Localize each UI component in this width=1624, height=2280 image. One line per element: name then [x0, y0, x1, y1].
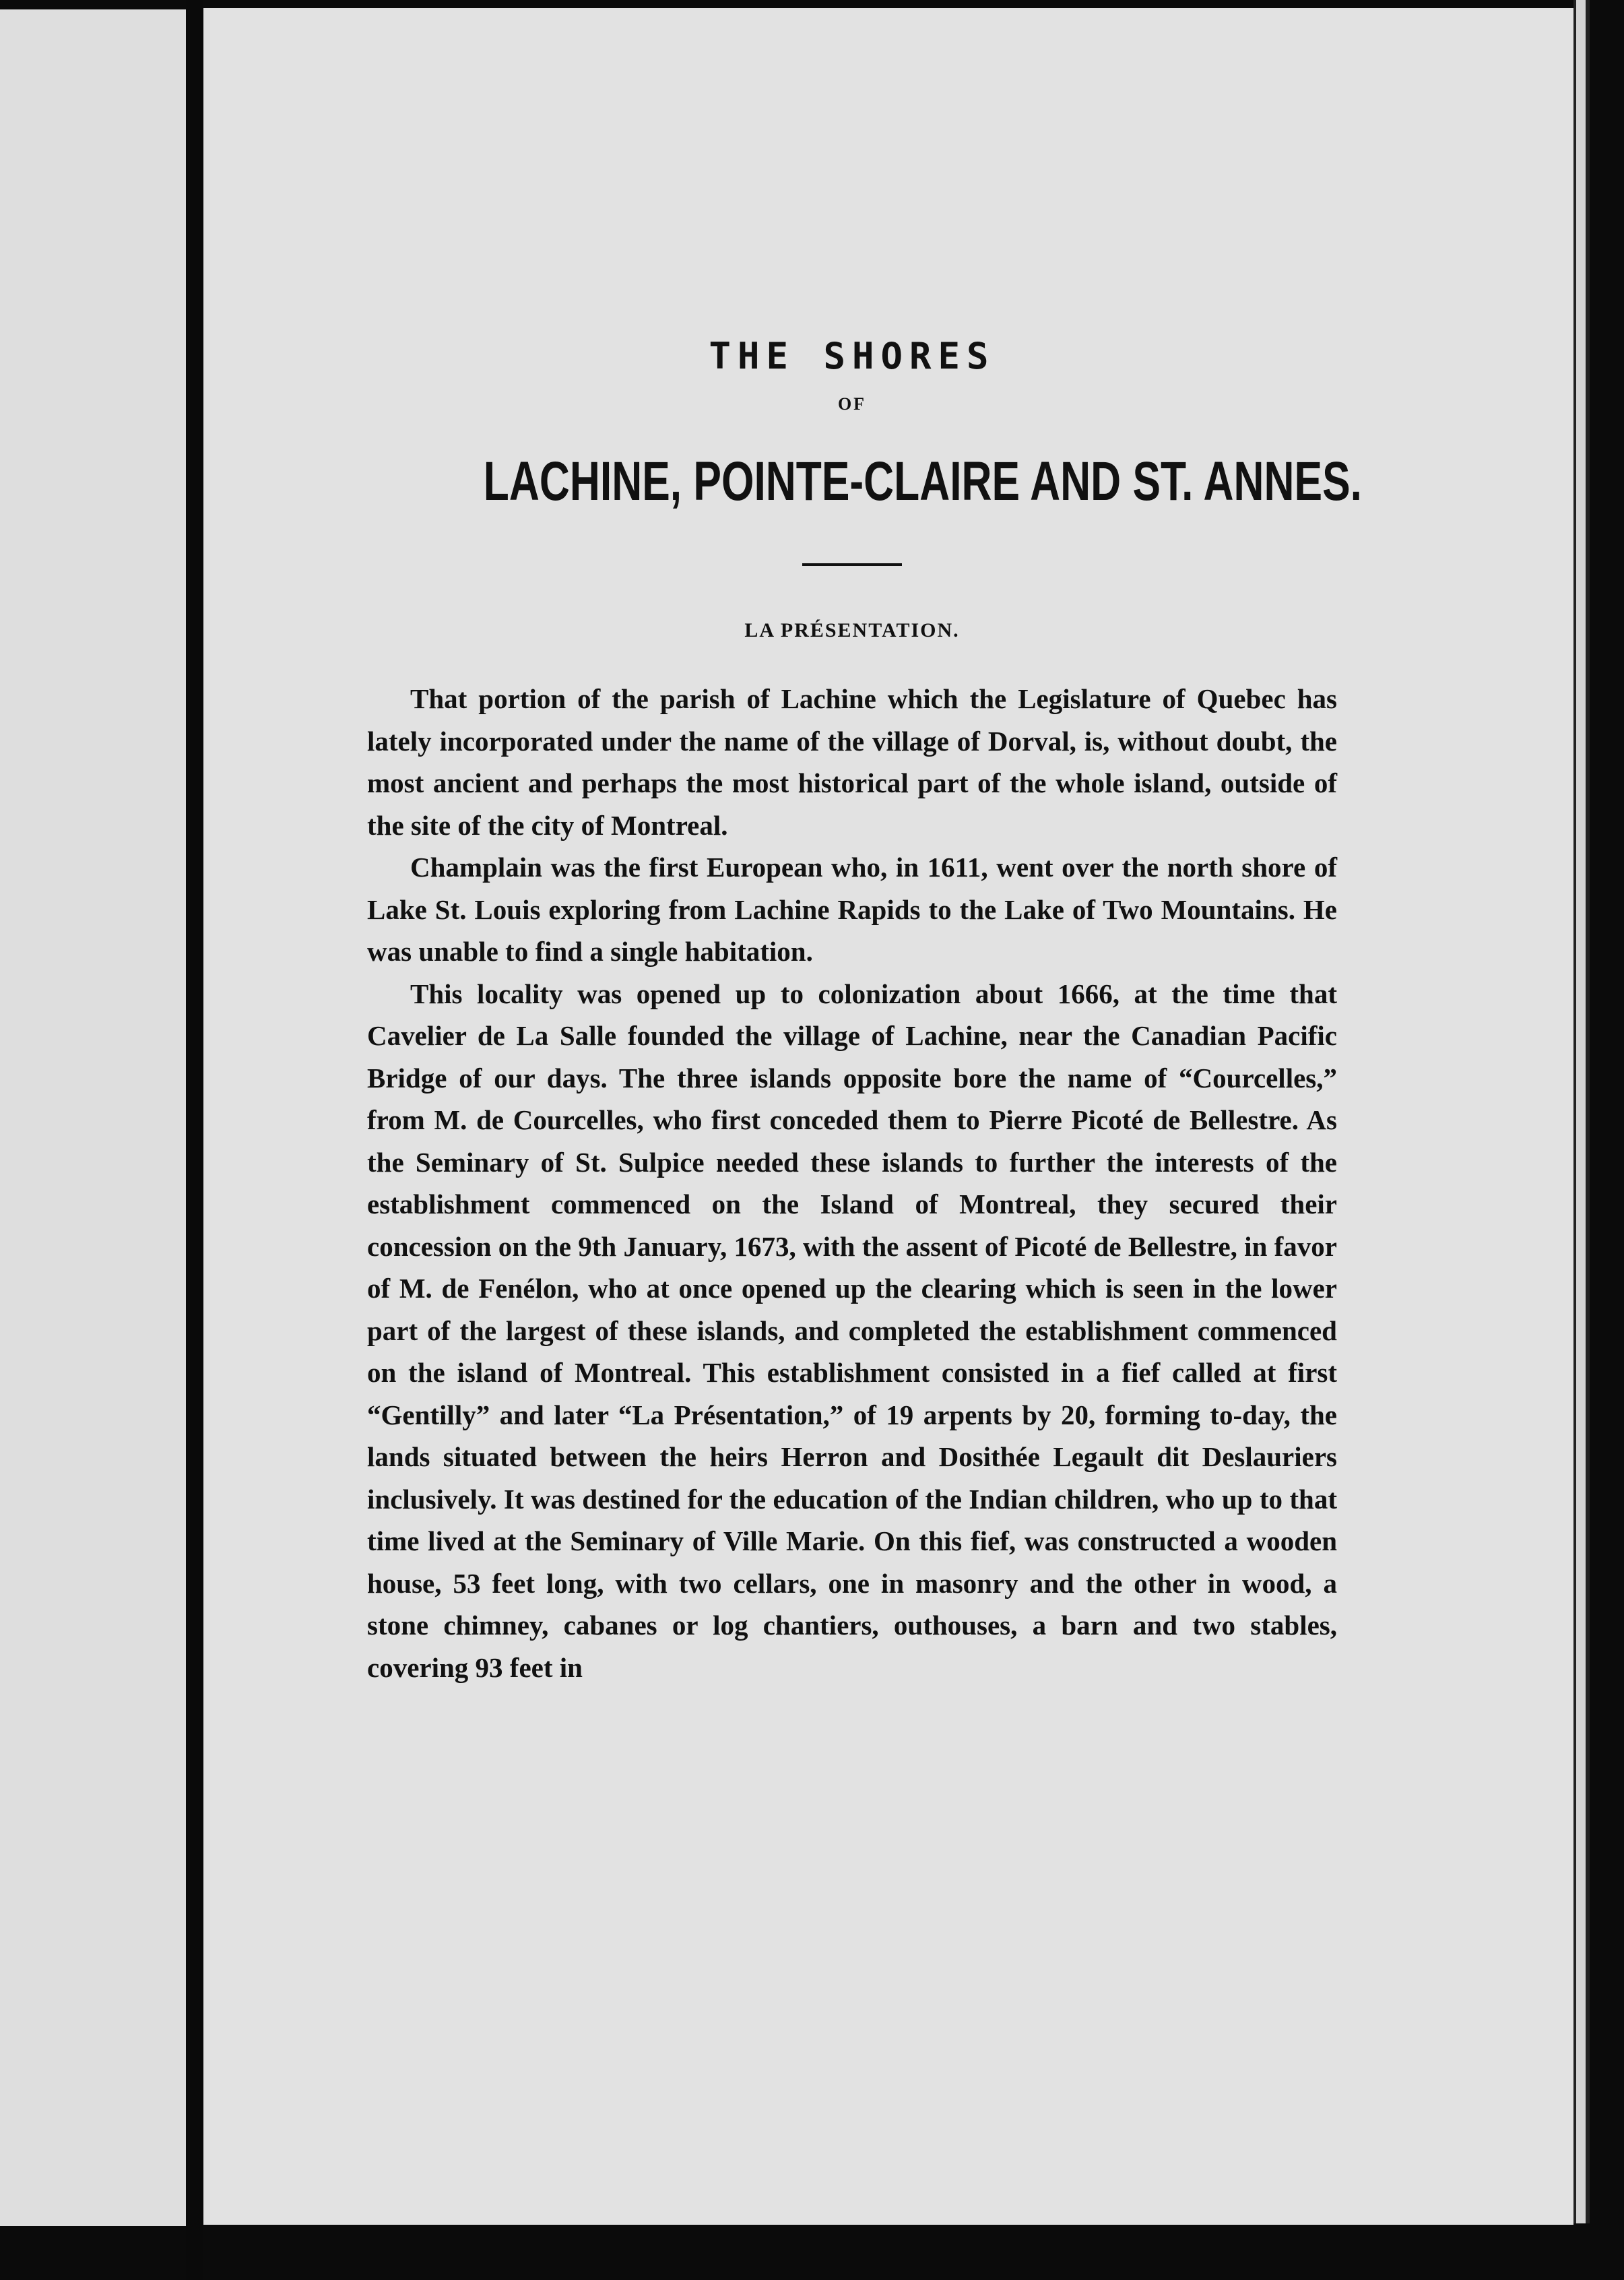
page-edge	[1573, 0, 1590, 2223]
left-page-margin	[0, 9, 186, 2226]
title-line-1: THE SHORES	[709, 335, 996, 377]
paragraph-3: This locality was opened up to colonization about 1666, at the time that Cavelier de La Salle founded the village of Lachine, near the Canadian Pacific Bridge of our days. The three islands opposite bore the name of “Courcelles,” from M. de Courcelles, who first conceded them to Pierre Picoté de Bellestre. As the Seminary of St. Sulpice needed these islands to further the interests of the establishment commenced on the Island of Montreal, they secured their concession on the 9th January, 1673, with the assent of Picoté de Bellestre, in favor of M. de Fenélon, who at once opened up the clearing which is seen in the lower part of the largest of these islands, and completed the establishment commenced on the island of Montreal. This establishment consisted in a fief called at first “Gentilly” and later “La Présentation,” of 19 arpents by 20, forming to-day, the lands situated between the heirs Herron and Dosithée Legault dit Deslauriers inclusively. It was destined for the education of the Indian children, who up to that time lived at the Seminary of Ville Marie. On this fief, was constructed a wooden house, 53 feet long, with two cellars, one in masonry and the other in wood, a stone chimney, cabanes or log chantiers, outhouses, a barn and two stables, covering 93 feet in	[367, 978, 1337, 1683]
paragraph-1: That portion of the parish of Lachine which the Legislature of Quebec has lately incorporated under the name of the village of Dorval, is, without doubt, the most ancient and perhaps the most historical part of the whole island, outside of the site of the city of Montreal.	[367, 683, 1337, 841]
page-content	[367, 330, 1362, 1688]
body-text	[367, 678, 1337, 1688]
title-of: OF	[837, 394, 867, 414]
main-title: LACHINE, POINTE-CLAIRE AND ST. ANNES.	[483, 451, 1362, 512]
title-rule	[802, 563, 902, 566]
book-gutter	[186, 0, 203, 2280]
paragraph-2: Champlain was the first European who, in 1611, went over the north shore of Lake St. Louis exploring from Lachine Rapids to the Lake of Two Mountains. He was unable to find a single habitation.	[367, 852, 1337, 967]
section-heading: LA PRÉSENTATION.	[744, 619, 960, 641]
